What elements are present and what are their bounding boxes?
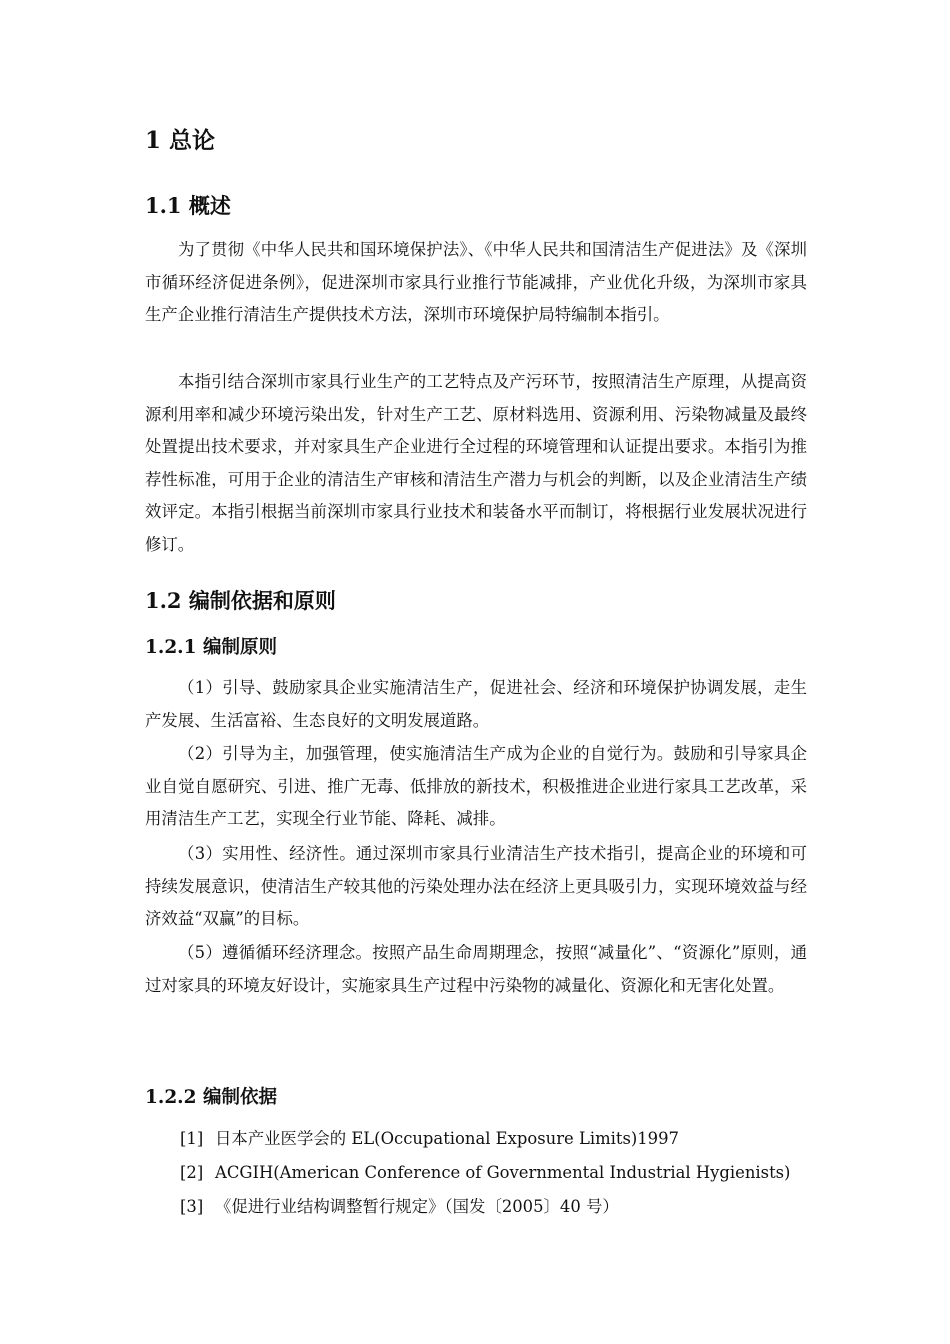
chapter-heading: 1 总论	[145, 127, 216, 154]
principle-paragraph-2: （2）引导为主，加强管理，使实施清洁生产成为企业的自觉行为。鼓励和引导家具企业自觉自愿研究、引进、推广无毒、低排放的新技术，积极推进企业进行家具工艺改革，采用清洁生产工艺，实现全行业节能、降耗、减排。	[145, 744, 807, 828]
subsection-heading-1-2-2: 1.2.2 编制依据	[145, 1087, 277, 1108]
section-heading-1-2: 1.2 编制依据和原则	[145, 588, 336, 613]
reference-item	[180, 1156, 820, 1190]
section-heading-1-1: 1.1 概述	[145, 193, 231, 218]
principle-paragraph-1: （1）引导、鼓励家具企业实施清洁生产，促进社会、经济和环境保护协调发展，走生产发展、生活富裕、生态良好的文明发展道路。	[145, 678, 807, 730]
reference-item	[180, 1122, 820, 1156]
principle-paragraph-5: （5）遵循循环经济理念。按照产品生命周期理念，按照“减量化”、“资源化”原则，通过对家具的环境友好设计，实施家具生产过程中污染物的减量化、资源化和无害化处置。	[145, 943, 807, 995]
overview-paragraph-1: 为了贯彻《中华人民共和国环境保护法》、《中华人民共和国清洁生产促进法》及《深圳市循环经济促进条例》，促进深圳市家具行业推行节能减排，产业优化升级，为深圳市家具生产企业推行清洁生产提供技术方法，深圳市环境保护局特编制本指引。	[145, 240, 807, 324]
overview-paragraph-2: 本指引结合深圳市家具行业生产的工艺特点及产污环节，按照清洁生产原理，从提高资源利用率和减少环境污染出发，针对生产工艺、原材料选用、资源利用、污染物减量及最终处置提出技术要求，并对家具生产企业进行全过程的环境管理和认证提出要求。本指引为推荐性标准，可用于企业的清洁生产审核和清洁生产潜力与机会的判断，以及企业清洁生产绩效评定。本指引根据当前深圳市家具行业技术和装备水平而制订，将根据行业发展状况进行修订。	[145, 372, 807, 554]
reference-number: [1]	[180, 1129, 204, 1148]
reference-text: 日本产业医学会的 EL(Occupational Exposure Limits)1997	[215, 1129, 679, 1148]
principle-paragraph-3: （3）实用性、经济性。通过深圳市家具行业清洁生产技术指引，提高企业的环境和可持续发展意识，使清洁生产较其他的污染处理办法在经济上更具吸引力，实现环境效益与经济效益“双赢”的目标。	[145, 844, 807, 928]
subsection-heading-1-2-1: 1.2.1 编制原则	[145, 637, 277, 658]
reference-text: 《促进行业结构调整暂行规定》（国发〔2005〕40 号）	[215, 1197, 619, 1216]
reference-item	[180, 1190, 820, 1224]
reference-text: ACGIH(American Conference of Governmental Industrial Hygienists)	[215, 1163, 791, 1182]
reference-number: [2]	[180, 1163, 204, 1182]
reference-number: [3]	[180, 1197, 204, 1216]
reference-list	[180, 1122, 820, 1224]
